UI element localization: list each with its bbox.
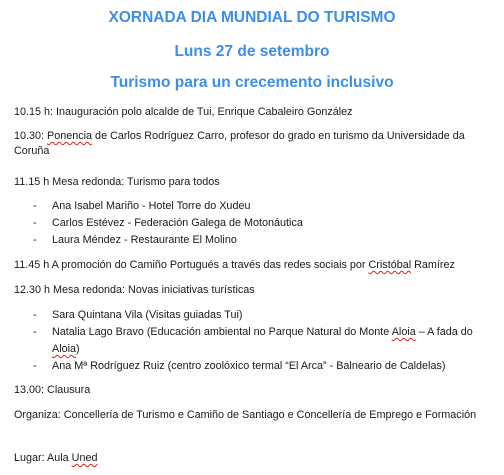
list-dash: - xyxy=(33,309,37,321)
venue-name: Uned xyxy=(71,452,98,464)
agenda-talk xyxy=(14,129,490,159)
talk-label: Ponencia xyxy=(47,130,93,142)
roundtable-2-participant xyxy=(33,308,493,323)
agenda-social-media-talk xyxy=(14,258,490,273)
list-dash: - xyxy=(33,234,37,246)
list-dash: - xyxy=(33,200,37,212)
participant-name: Laura Méndez - Restaurante El Molino xyxy=(52,234,237,246)
closing-paren: ) xyxy=(76,343,80,355)
agenda-closing: 13.00: Clausura xyxy=(14,384,91,396)
list-dash: - xyxy=(33,217,37,229)
venue-label: Lugar: Aula xyxy=(14,452,72,464)
agenda-inauguration: 10.15 h: Inauguración polo alcalde de Tui, Enrique Cabaleiro González xyxy=(14,106,353,118)
agenda-roundtable-1: 11.15 h Mesa redonda: Turismo para todos xyxy=(14,176,220,188)
place-name: Aloia xyxy=(391,326,416,338)
list-dash: - xyxy=(33,360,37,372)
roundtable-2-participant xyxy=(33,359,493,374)
roundtable-2-participant xyxy=(33,325,493,340)
roundtable-1-participant xyxy=(33,233,493,248)
agenda-roundtable-2: 12.30 h Mesa redonda: Novas iniciativas turísticas xyxy=(14,284,255,296)
roundtable-2-participant-continued xyxy=(52,342,504,357)
talk-title: 11.45 h A promoción do Camiño Portugués a través das redes sociais por xyxy=(14,259,369,271)
participant-name: Sara Quintana Vila (Visitas guiadas Tui) xyxy=(52,309,243,321)
event-title: XORNADA DIA MUNDIAL DO TURISMO xyxy=(108,9,396,26)
venue-info xyxy=(14,451,490,466)
event-date: Luns 27 de setembro xyxy=(174,43,330,60)
roundtable-1-participant xyxy=(33,216,493,231)
talk-time: 10.30: xyxy=(14,130,48,142)
participant-name: Natalia Lago Bravo (Educación ambiental no Parque Natural do Monte xyxy=(52,326,392,338)
organizer-info: Organiza: Concellería de Turismo e Camiño de Santiago e Concellería de Emprego e Formación xyxy=(14,409,477,421)
event-subtitle: Turismo para un crecemento inclusivo xyxy=(110,74,394,91)
participant-name: Ana Isabel Mariño - Hotel Torre do Xudeu xyxy=(52,200,251,212)
speaker-last-name: Ramírez xyxy=(411,259,455,271)
speaker-first-name: Cristóbal xyxy=(368,259,412,271)
participant-detail: – A fada do xyxy=(415,326,473,338)
roundtable-1-participant xyxy=(33,199,493,214)
talk-details: de Carlos Rodríguez Carro, profesor do grado en turismo da Universidade da Coruña xyxy=(14,130,465,157)
participant-name: Carlos Estévez - Federación Galega de Motonáutica xyxy=(52,217,303,229)
participant-name: Ana Mª Rodríguez Ruiz (centro zoolóxico termal “El Arca” - Balneario de Caldelas) xyxy=(52,360,446,372)
list-dash: - xyxy=(33,326,37,338)
place-name: Aloia xyxy=(52,343,77,355)
